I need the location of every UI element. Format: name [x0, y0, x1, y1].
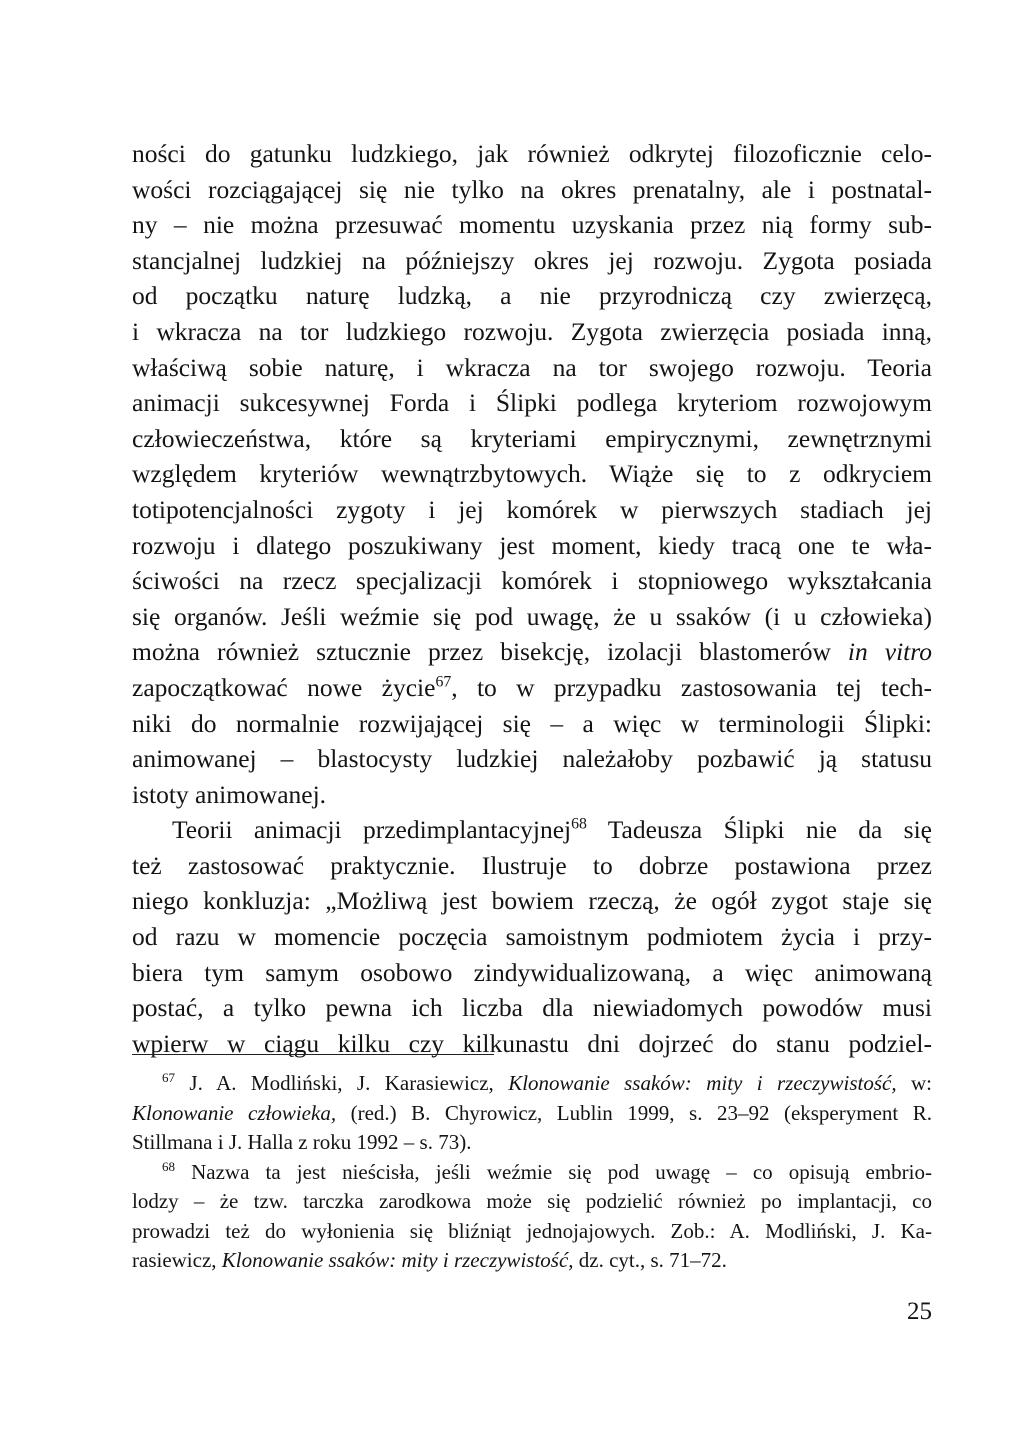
text-run: Tadeusza Ślipki nie da się	[586, 815, 932, 845]
text-run: i wkracza na tor ludzkiego rozwoju. Zygota zwierzęcia posiada inną,	[132, 316, 932, 346]
text-line	[132, 350, 932, 386]
text-run: rasiewicz,	[132, 1248, 222, 1272]
text-run: można również sztucznie przez bisekcję, izolacji blastomerów	[132, 637, 848, 667]
text-run: niego konkluzja: „Możliwą jest bowiem rzeczą, że ogół zygot staje się	[132, 886, 932, 916]
main-text	[132, 136, 932, 1061]
text-line	[132, 314, 932, 350]
text-line	[132, 990, 932, 1026]
footnote-line	[132, 1099, 932, 1129]
text-line	[132, 812, 932, 848]
text-run: (red.) B. Chyrowicz, Lublin 1999, s. 23–92 (eksperyment R.	[336, 1100, 932, 1125]
footnote-marker: 68	[162, 1158, 176, 1174]
italic-text: Klonowanie ssaków: mity i rzeczywistość,	[508, 1071, 897, 1095]
text-line	[132, 528, 932, 564]
footnote-line	[132, 1128, 932, 1158]
footnote-marker: 68	[571, 815, 587, 833]
text-run: lodzy – że tzw. tarczka zarodkowa może się podzielić również po implantacji, co	[132, 1189, 932, 1213]
text-run: niki do normalnie rozwijającej się – a więc w terminologii Ślipki:	[132, 708, 932, 738]
text-line	[132, 706, 932, 742]
text-run: ściwości na rzecz specjalizacji komórek i stopniowego wykształcania	[132, 566, 932, 596]
footnote-line	[132, 1246, 932, 1276]
text-line	[132, 136, 932, 172]
text-run: od razu w momencie poczęcia samoistnym podmiotem życia i przy-	[132, 922, 932, 952]
text-run: właściwą sobie naturę, i wkracza na tor swojego rozwoju. Teoria	[132, 352, 932, 382]
text-line	[132, 207, 932, 243]
text-line	[132, 563, 932, 599]
italic-text: Klonowanie człowieka,	[132, 1100, 337, 1125]
text-line	[132, 492, 932, 528]
text-run: względem kryteriów wewnątrzbytowych. Wiąże się to z odkryciem	[132, 459, 932, 489]
text-run: , to w przypadku zastosowania tej tech-	[451, 672, 932, 702]
footnote-line	[132, 1217, 932, 1247]
text-run: Stillmana i J. Halla z roku 1992 – s. 73).	[132, 1130, 472, 1154]
text-line	[132, 741, 932, 777]
text-run: stancjalnej ludzkiej na późniejszy okres jej rozwoju. Zygota posiada	[132, 245, 932, 275]
footnote-separator	[132, 1054, 494, 1055]
text-line	[132, 172, 932, 208]
text-run: też zastosować praktycznie. Ilustruje to dobrze postawiona przez	[132, 850, 932, 880]
text-run: dz. cyt., s. 71–72.	[573, 1248, 727, 1272]
text-run: wości rozciągającej się nie tylko na okres prenatalny, ale i postnatal-	[132, 174, 932, 204]
text-run: ności do gatunku ludzkiego, jak również odkrytej filozoficznie celo-	[132, 139, 932, 168]
text-run: animacji sukcesywnej Forda i Ślipki podlega kryteriom rozwojowym	[132, 388, 932, 418]
text-run: animowanej – blastocysty ludzkiej należałoby pozbawić ją statusu	[132, 744, 932, 774]
text-line	[132, 955, 932, 991]
text-run: totipotencjalności zygoty i jej komórek w pierwszych stadiach jej	[132, 494, 932, 524]
text-line	[132, 278, 932, 314]
text-line	[132, 1026, 932, 1062]
text-line	[132, 599, 932, 635]
footnotes	[132, 1069, 932, 1276]
text-run: prowadzi też do wyłonienia się bliźniąt jednojajowych. Zob.: A. Modliński, J. Ka-	[132, 1218, 932, 1243]
italic-text: Klonowanie ssaków: mity i rzeczywistość,	[221, 1248, 574, 1272]
text-run: człowieczeństwa, które są kryteriami empirycznymi, zewnętrznymi	[132, 423, 932, 453]
text-line	[132, 243, 932, 279]
text-run: wpierw w ciągu kilku czy kilkunastu dni dojrzeć do stanu podziel-	[132, 1028, 932, 1058]
text-run: postać, a tylko pewna ich liczba dla niewiadomych powodów musi	[132, 993, 932, 1023]
text-line	[132, 919, 932, 955]
text-run: biera tym samym osobowo zindywidualizowaną, a więc animowaną	[132, 957, 932, 987]
text-run: Teorii animacji przedimplantacyjnej	[172, 815, 572, 845]
text-run: się organów. Jeśli weźmie się pod uwagę, że u ssaków (i u człowieka)	[132, 601, 932, 631]
text-line	[132, 777, 932, 813]
page-number: 25	[907, 1298, 932, 1325]
text-run: J. A. Modliński, J. Karasiewicz,	[175, 1071, 509, 1095]
text-run: zapoczątkować nowe życie	[132, 672, 436, 702]
text-line	[132, 385, 932, 421]
footnote-line	[132, 1187, 932, 1217]
text-line	[132, 670, 932, 706]
text-line	[132, 634, 932, 670]
text-line	[132, 848, 932, 884]
text-run: od początku naturę ludzką, a nie przyrodniczą czy zwierzęcą,	[132, 281, 932, 311]
text-line	[132, 421, 932, 457]
text-line	[132, 883, 932, 919]
text-run: w:	[896, 1071, 932, 1095]
text-run: ny – nie można przesuwać momentu uzyskania przez nią formy sub-	[132, 210, 932, 240]
footnote-marker: 67	[435, 673, 452, 691]
italic-text: in vitro	[847, 637, 932, 667]
footnote-line	[132, 1069, 932, 1099]
text-line	[132, 456, 932, 492]
footnote-marker: 67	[162, 1070, 176, 1085]
text-run: istoty animowanej.	[132, 779, 327, 809]
text-run: Nazwa ta jest nieścisła, jeśli weźmie się pod uwagę – co opisują embrio-	[175, 1159, 932, 1184]
footnote-line	[132, 1158, 932, 1188]
text-run: rozwoju i dlatego poszukiwany jest moment, kiedy tracą one te wła-	[132, 530, 932, 560]
